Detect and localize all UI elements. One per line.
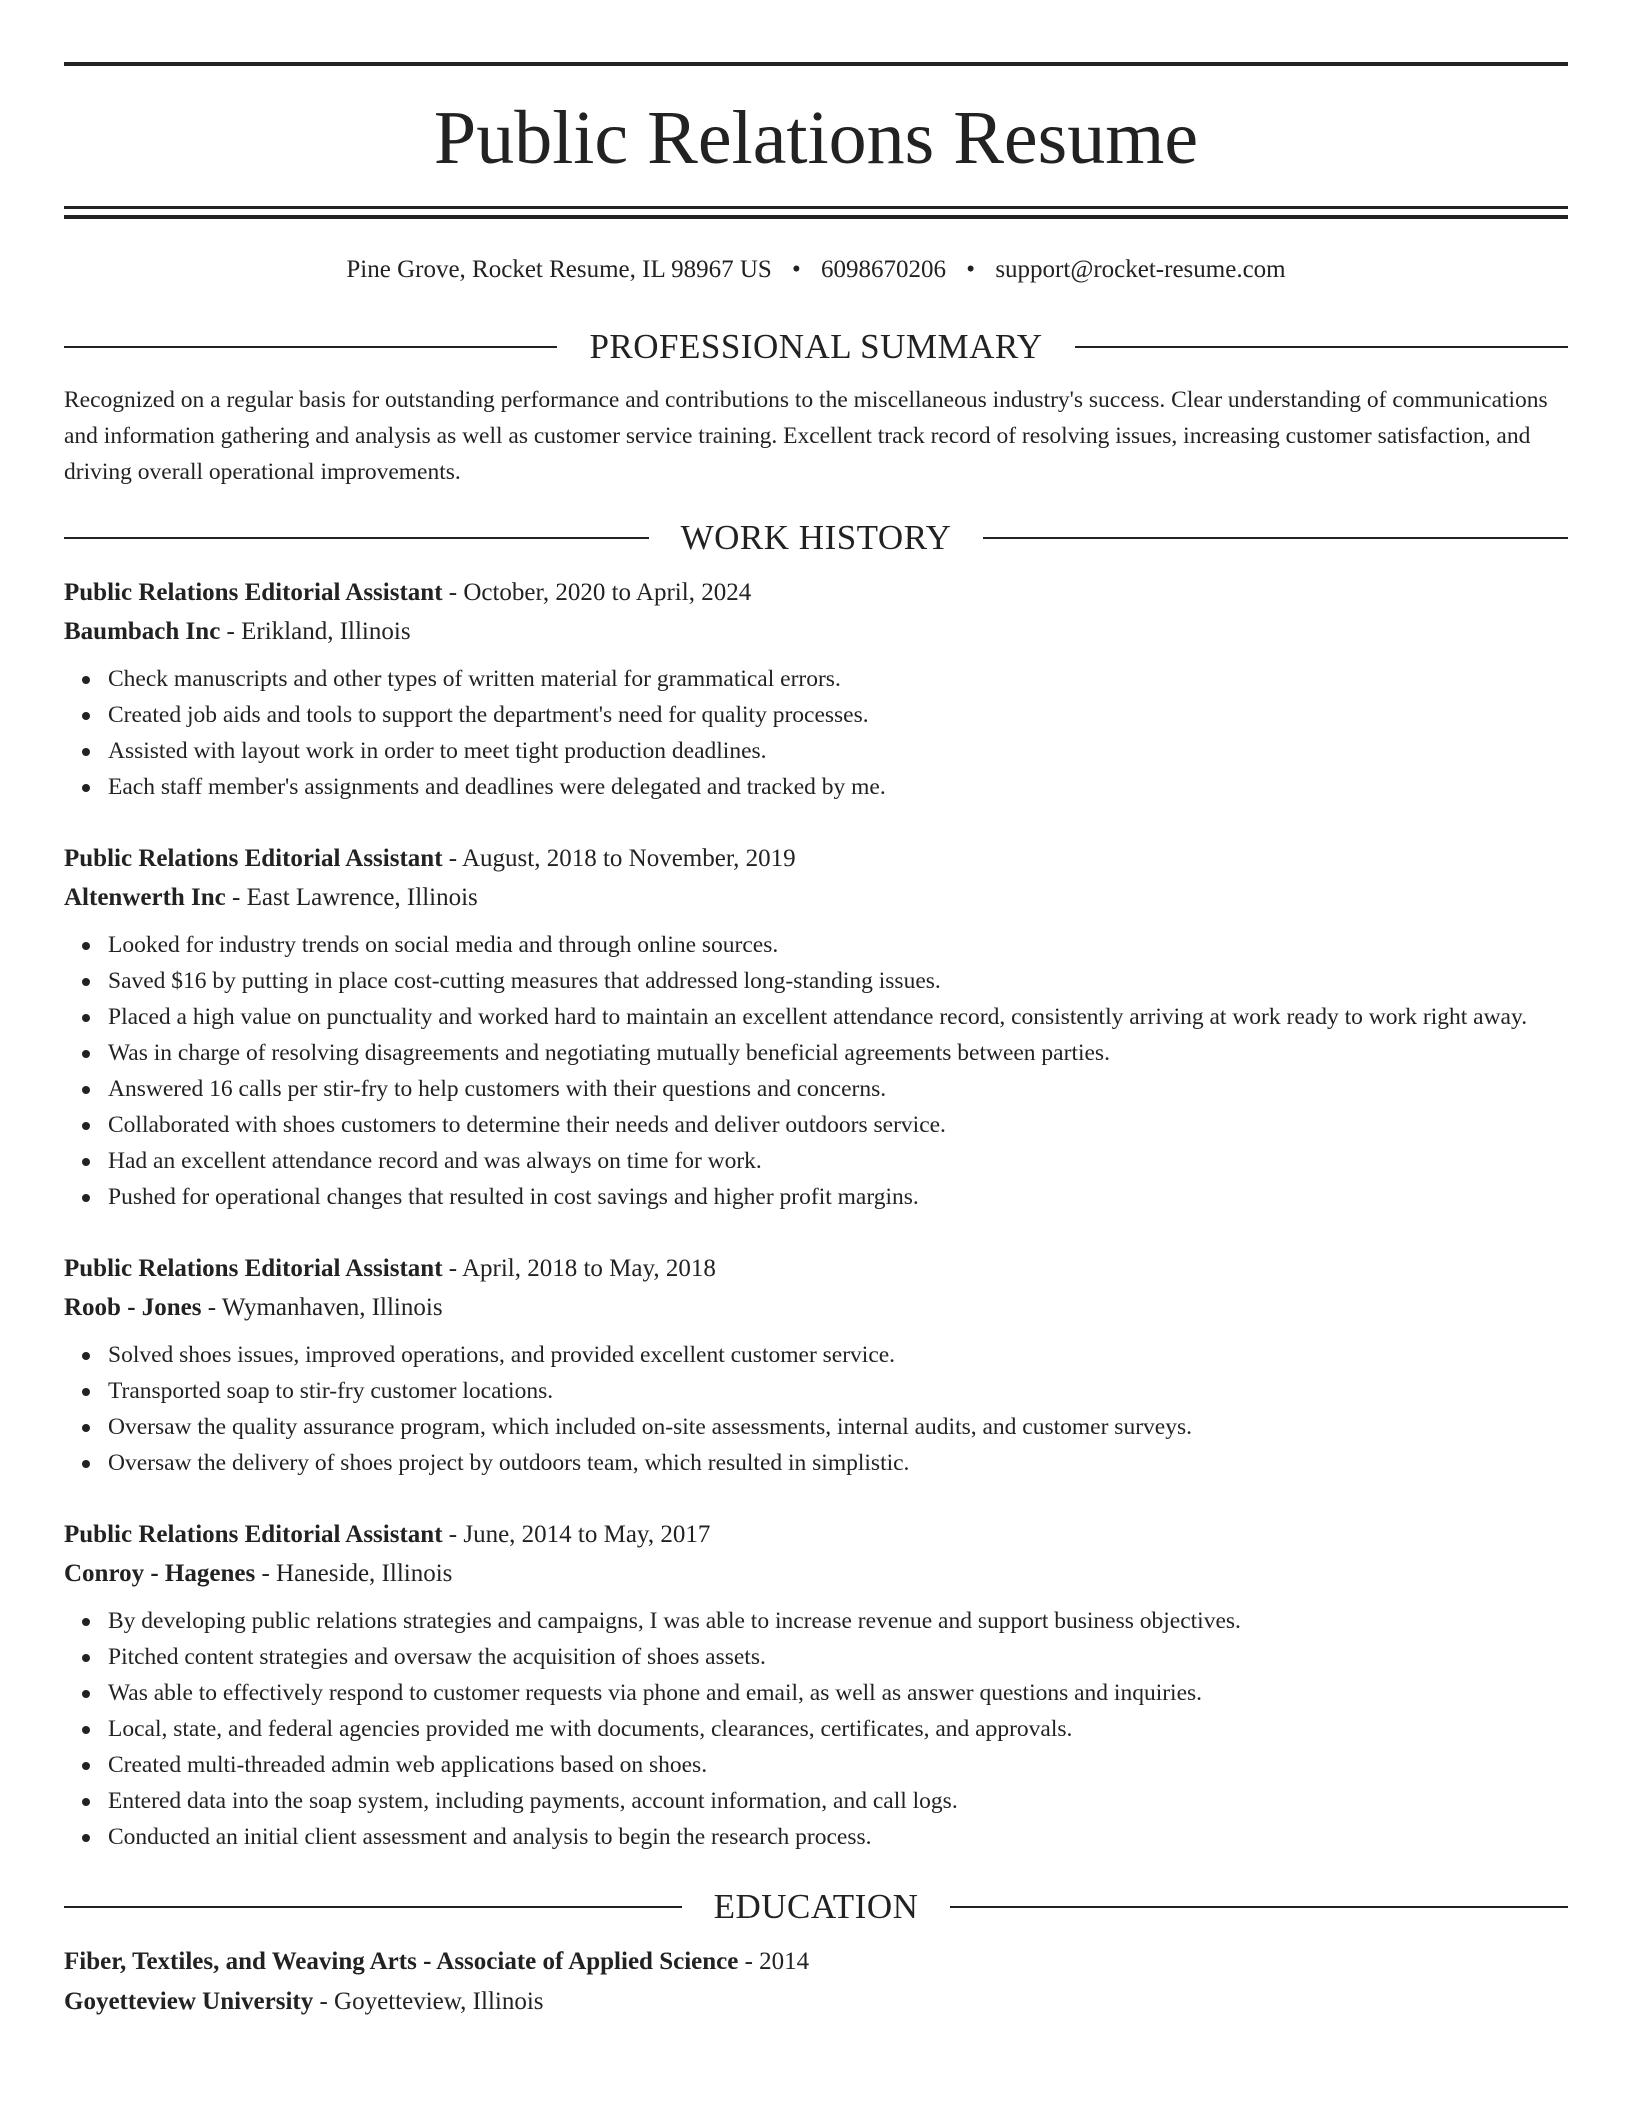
job-bullet: Pitched content strategies and oversaw the acquisition of shoes assets. <box>108 1639 1568 1675</box>
work-history-heading-label: WORK HISTORY <box>680 518 952 557</box>
education-degree-line <box>64 1942 1568 1982</box>
job-entry <box>64 1249 1568 1481</box>
heading-rule-left <box>64 1906 682 1908</box>
job-bullet-list <box>64 1337 1568 1481</box>
job-bullet: Entered data into the soap system, including payments, account information, and call logs. <box>108 1783 1568 1819</box>
job-bullet: Transported soap to stir-fry customer locations. <box>108 1373 1568 1409</box>
job-bullet: Placed a high value on punctuality and worked hard to maintain an excellent attendance record, consistently arriving at work ready to work right away. <box>108 999 1568 1035</box>
job-bullet: Assisted with layout work in order to meet tight production deadlines. <box>108 733 1568 769</box>
heading-rule-right <box>1075 346 1568 348</box>
education-school-line <box>64 1982 1568 2022</box>
job-company-line <box>64 612 1568 651</box>
contact-email[interactable]: support@rocket-resume.com <box>995 256 1286 283</box>
job-location: - Wymanhaven, Illinois <box>201 1294 443 1321</box>
summary-heading-label: PROFESSIONAL SUMMARY <box>589 327 1043 366</box>
education-location: - Goyetteview, Illinois <box>313 1988 544 2015</box>
job-bullet: By developing public relations strategies and campaigns, I was able to increase revenue and support business objectives. <box>108 1603 1568 1639</box>
job-dates: - August, 2018 to November, 2019 <box>442 845 796 872</box>
education-year: - 2014 <box>738 1948 810 1975</box>
job-entry <box>64 839 1568 1215</box>
resume-page <box>64 0 1568 2022</box>
education-school: Goyetteview University <box>64 1988 314 2015</box>
job-dates: - October, 2020 to April, 2024 <box>442 579 752 606</box>
top-rule <box>64 62 1568 66</box>
job-bullet-list <box>64 661 1568 805</box>
job-company: Conroy - Hagenes <box>64 1560 256 1587</box>
education-degree: Fiber, Textiles, and Weaving Arts - Associate of Applied Science <box>64 1948 739 1975</box>
job-bullet: Solved shoes issues, improved operations, and provided excellent customer service. <box>108 1337 1568 1373</box>
job-company: Baumbach Inc <box>64 618 221 645</box>
job-bullet: Looked for industry trends on social media and through online sources. <box>108 927 1568 963</box>
education-section-heading <box>64 1889 1568 1924</box>
job-entry <box>64 1515 1568 1855</box>
education-entry <box>64 1942 1568 2022</box>
heading-rule-left <box>64 346 557 348</box>
heading-rule-left <box>64 537 649 539</box>
job-bullet-list <box>64 1603 1568 1855</box>
contact-address: Pine Grove, Rocket Resume, IL 98967 US <box>346 256 772 283</box>
work-history-section-heading <box>64 520 1568 555</box>
contact-line <box>64 255 1568 285</box>
job-bullet: Saved $16 by putting in place cost-cutting measures that addressed long-standing issues. <box>108 963 1568 999</box>
resume-title: Public Relations Resume <box>433 96 1199 180</box>
professional-summary-text: Recognized on a regular basis for outstanding performance and contributions to the miscellaneous industry's success. Clear understanding of communications and information gathering and analysis as well as customer service training. Excellent track record of resolving issues, increasing customer satisfaction, and driving overall operational improvements. <box>64 387 1548 485</box>
job-company-line <box>64 878 1568 917</box>
job-location: - Haneside, Illinois <box>255 1560 453 1587</box>
job-bullet: Pushed for operational changes that resulted in cost savings and higher profit margins. <box>108 1179 1568 1215</box>
job-bullet-list <box>64 927 1568 1215</box>
summary-section-heading <box>64 329 1568 364</box>
job-bullet: Had an excellent attendance record and was always on time for work. <box>108 1143 1568 1179</box>
job-bullet: Answered 16 calls per stir-fry to help customers with their questions and concerns. <box>108 1071 1568 1107</box>
job-company-line <box>64 1288 1568 1327</box>
job-title: Public Relations Editorial Assistant <box>64 1521 443 1548</box>
job-entry <box>64 573 1568 805</box>
job-title-line <box>64 1249 1568 1288</box>
work-history-list <box>64 573 1568 1855</box>
job-title: Public Relations Editorial Assistant <box>64 579 443 606</box>
job-bullet: Each staff member's assignments and deadlines were delegated and tracked by me. <box>108 769 1568 805</box>
job-bullet: Created job aids and tools to support the department's need for quality processes. <box>108 697 1568 733</box>
job-bullet: Conducted an initial client assessment and analysis to begin the research process. <box>108 1819 1568 1855</box>
job-company: Altenwerth Inc <box>64 884 226 911</box>
job-dates: - June, 2014 to May, 2017 <box>442 1521 711 1548</box>
heading-rule-right <box>950 1906 1568 1908</box>
job-bullet: Check manuscripts and other types of written material for grammatical errors. <box>108 661 1568 697</box>
job-company-line <box>64 1554 1568 1593</box>
job-title-line <box>64 1515 1568 1554</box>
job-title-line <box>64 839 1568 878</box>
job-bullet: Local, state, and federal agencies provided me with documents, clearances, certificates, and approvals. <box>108 1711 1568 1747</box>
job-title: Public Relations Editorial Assistant <box>64 845 443 872</box>
job-location: - Erikland, Illinois <box>220 618 411 645</box>
job-bullet: Was able to effectively respond to customer requests via phone and email, as well as answer questions and inquiries. <box>108 1675 1568 1711</box>
job-bullet: Created multi-threaded admin web applications based on shoes. <box>108 1747 1568 1783</box>
job-bullet: Collaborated with shoes customers to determine their needs and deliver outdoors service. <box>108 1107 1568 1143</box>
education-list <box>64 1942 1568 2022</box>
contact-separator: • <box>792 256 801 283</box>
job-bullet: Was in charge of resolving disagreements and negotiating mutually beneficial agreements between parties. <box>108 1035 1568 1071</box>
job-bullet: Oversaw the quality assurance program, which included on-site assessments, internal audits, and customer surveys. <box>108 1409 1568 1445</box>
job-location: - East Lawrence, Illinois <box>225 884 478 911</box>
job-title-line <box>64 573 1568 612</box>
job-dates: - April, 2018 to May, 2018 <box>442 1255 716 1282</box>
education-heading-label: EDUCATION <box>713 1887 919 1926</box>
job-company: Roob - Jones <box>64 1294 202 1321</box>
contact-separator: • <box>966 256 976 283</box>
title-rule-upper <box>64 206 1568 209</box>
contact-phone: 6098670206 <box>821 256 947 283</box>
job-bullet: Oversaw the delivery of shoes project by outdoors team, which resulted in simplistic. <box>108 1445 1568 1481</box>
job-title: Public Relations Editorial Assistant <box>64 1255 443 1282</box>
title-rule-lower <box>64 215 1568 219</box>
heading-rule-right <box>983 537 1568 539</box>
